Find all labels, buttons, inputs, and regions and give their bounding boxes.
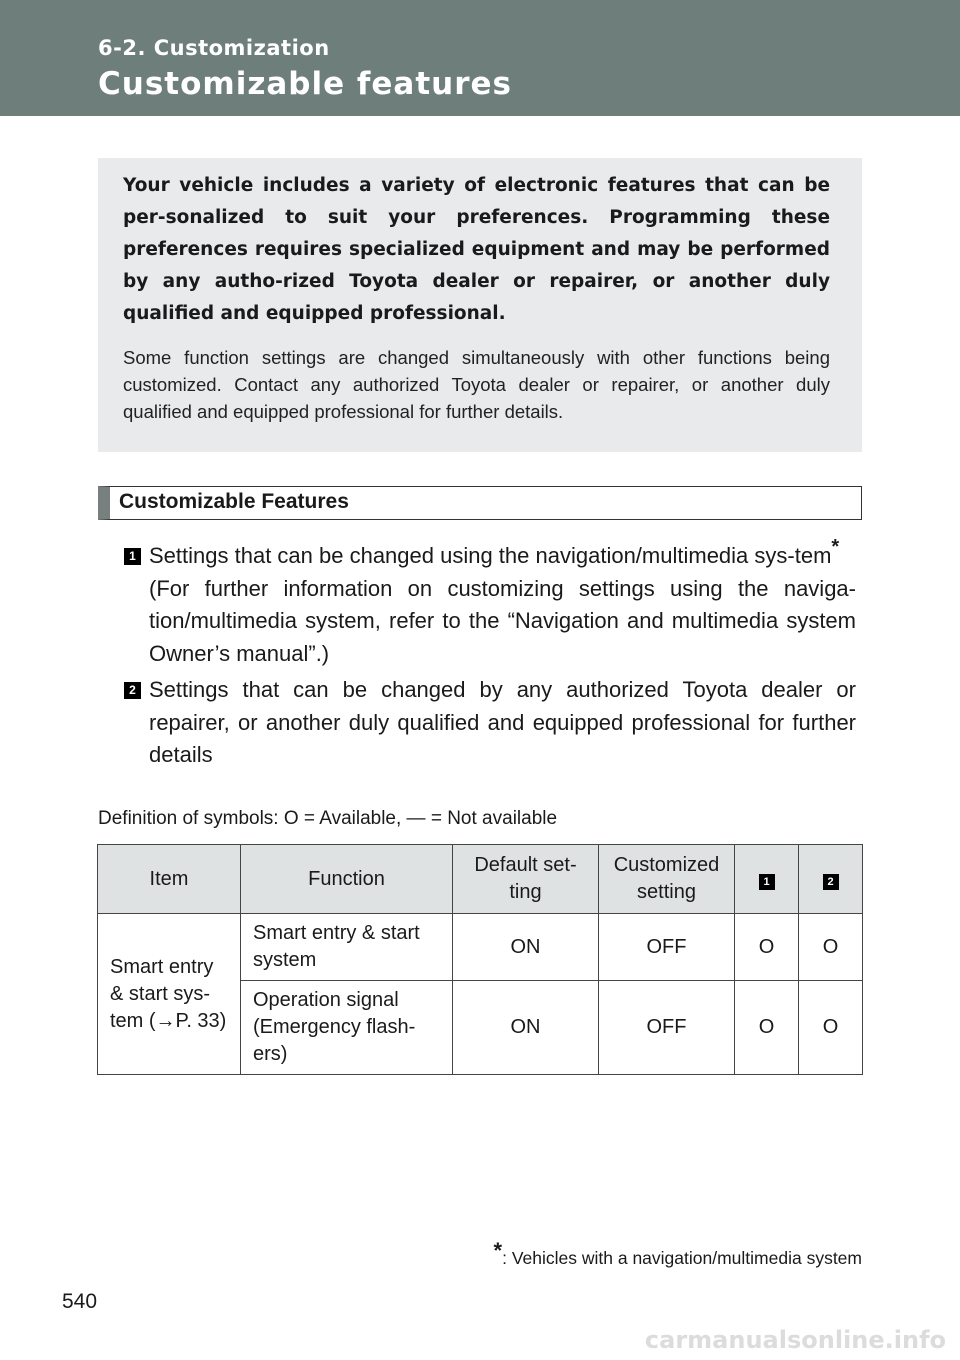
feature-list: [124, 536, 856, 774]
watermark: carmanualsonline.info: [644, 1326, 946, 1354]
col2-cell: O: [799, 914, 863, 981]
col1-cell: O: [735, 914, 799, 981]
default-cell: ON: [453, 914, 599, 981]
col-header-item: Item: [98, 845, 241, 914]
number-2-icon: 2: [823, 874, 839, 890]
col-header-1: [735, 845, 799, 914]
section-label: 6-2. Customization: [98, 36, 330, 60]
list-item: [124, 674, 856, 772]
number-2-icon: 2: [124, 682, 141, 699]
symbol-definition: Definition of symbols: O = Available, — = Not available: [98, 808, 558, 829]
table-header-row: [98, 845, 863, 914]
page-title: Customizable features: [98, 66, 512, 102]
footnote: *: Vehicles with a navigation/multimedia system: [493, 1238, 862, 1268]
list-item-text: Settings that can be changed using the navigation/multimedia sys-tem*: [149, 536, 840, 568]
page-header-bar: [0, 0, 960, 116]
list-item-subtext: (For further information on customizing settings using the naviga-tion/multimedia system, refer to the “Navigation and multimedia system Owner’s manual”.): [149, 575, 856, 666]
col-header-default: Default set-ting: [453, 845, 599, 914]
list-item: [124, 536, 856, 670]
function-cell: Operation signal (Emergency flash-ers): [241, 981, 453, 1075]
col-header-customized: Customized setting: [599, 845, 735, 914]
col-header-function: Function: [241, 845, 453, 914]
number-1-icon: 1: [124, 548, 141, 565]
function-cell: Smart entry & start system: [241, 914, 453, 981]
footnote-mark: *: [493, 1238, 503, 1263]
page-number: 540: [62, 1290, 98, 1313]
intro-box: [98, 158, 862, 452]
table-row: [98, 914, 863, 981]
features-heading: Customizable Features: [98, 486, 862, 520]
footnote-mark: *: [831, 536, 840, 558]
col-header-2: [799, 845, 863, 914]
intro-note: Some function settings are changed simultaneously with other functions being customized. Contact any authorized Toyota dealer or repairer, or another duly qualified and equipped professional for further details.: [123, 347, 830, 422]
col2-cell: O: [799, 981, 863, 1075]
settings-table: [97, 844, 863, 1075]
number-1-icon: 1: [759, 874, 775, 890]
col1-cell: O: [735, 981, 799, 1075]
list-item-text: Settings that can be changed by any authorized Toyota dealer or repairer, or another duly qualified and equipped professional for further details: [149, 677, 856, 767]
intro-text: Your vehicle includes a variety of electronic features that can be per-sonalized to suit your preferences. Programming these preferences requires specialized equipment and may be performed by any autho-rized Toyota dealer or repairer, or another duly qualified and equipped professional.: [123, 175, 830, 324]
custom-cell: OFF: [599, 914, 735, 981]
default-cell: ON: [453, 981, 599, 1075]
custom-cell: OFF: [599, 981, 735, 1075]
item-cell: Smart entry & start sys-tem (→P. 33): [98, 914, 241, 1075]
